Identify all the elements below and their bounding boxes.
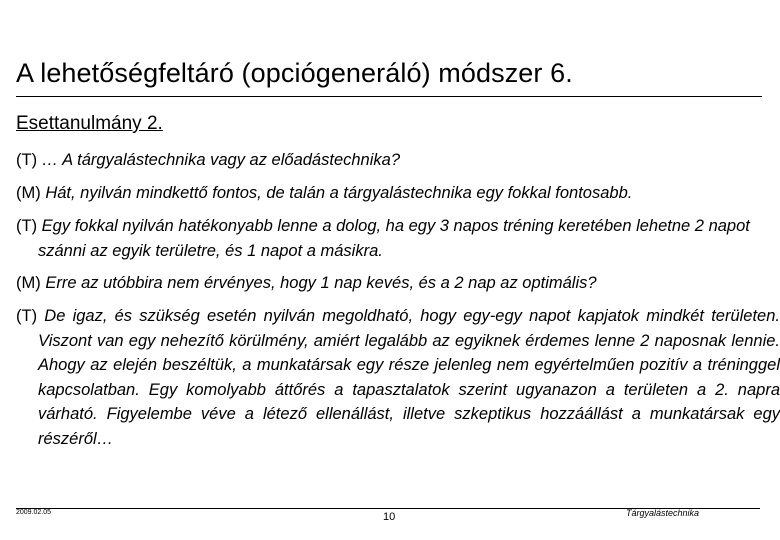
footer-topic: Tárgyalástechnika [626,508,700,518]
dialogue-text: De igaz, és szükség esetén nyilván megoldható, hogy egy-egy napot kapjatok mindkét területen. Viszont van egy nehezítő körülmény, amiért legalább az egyiknek érdemes lenne 2 naposnak lennie. Ahogy az elején beszéltük, a munkatársak egy része jelenleg nem egyértelműen pozitív a tréninggel kapcsolatban. Egy komolyabb áttőrés a tapasztalatok szerint ugyanazon a területen a 2. napra várható. Figyelembe véve a létező ellenállást, illetve szkeptikus hozzáállást a munkatársak egy részéről… [38,307,780,448]
dialogue-line-3 [16,214,780,263]
speaker-label: (T) [16,307,38,325]
dialogue-line-5 [16,304,780,451]
speaker-label: (T) [16,217,38,235]
slide-title: A lehetőségfeltáró (opciógeneráló) módszer 6. [16,58,573,88]
dialogue-text: Hát, nyilván mindkettő fontos, de talán a tárgyalástechnika egy fokkal fontosabb. [45,184,633,202]
slide-subtitle: Esettanulmány 2. [16,113,163,134]
title-divider [16,96,762,97]
dialogue-text: … A tárgyalástechnika vagy az előadástechnika? [41,151,400,169]
speaker-label: (T) [16,151,38,169]
dialogue-text: Erre az utóbbira nem érvényes, hogy 1 nap kevés, és a 2 nap az optimális? [45,274,597,292]
dialogue-line-1 [16,148,758,173]
speaker-label: (M) [16,274,41,292]
speaker-label: (M) [16,184,41,202]
page-number: 10 [383,511,396,523]
dialogue-line-2 [16,181,758,206]
dialogue-line-4 [16,271,780,296]
footer-date: 2009.02.05 [16,509,52,516]
dialogue-text: Egy fokkal nyilván hatékonyabb lenne a dolog, ha egy 3 napos tréning keretében lehetne 2 napot szánni az egyik területre, és 1 napot a másikra. [38,217,750,260]
